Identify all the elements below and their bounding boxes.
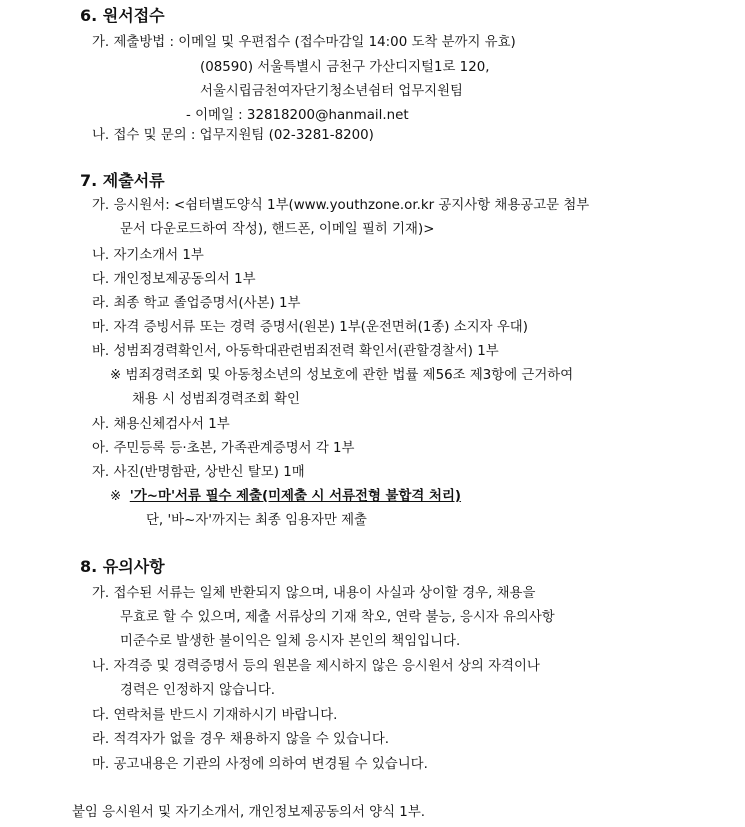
s7-item-ga-line2: 문서 다운로드하여 작성), 핸드폰, 이메일 필히 기재)>	[120, 222, 435, 237]
s7-item-ja: 자. 사진(반명함판, 상반신 탈모) 1매	[92, 465, 305, 480]
s8-item-na-line2: 경력은 인정하지 않습니다.	[120, 683, 276, 698]
s8-item-ga-line2: 무효로 할 수 있으며, 제출 서류상의 기재 착오, 연락 불능, 응시자 유의사항	[120, 610, 555, 625]
s8-item-ga-line1: 가. 접수된 서류는 일체 반환되지 않으며, 내용이 사실과 상이할 경우, 채용을	[92, 586, 536, 601]
s8-item-ga-line3: 미준수로 발생한 불이익은 일체 응시자 본인의 책임입니다.	[120, 634, 461, 649]
s8-item-na-line1: 나. 자격증 및 경력증명서 등의 원본을 제시하지 않은 응시원서 상의 자격이나	[92, 659, 540, 674]
s7-note2-line2: 단, '바~자'까지는 최종 임용자만 제출	[146, 513, 367, 528]
attachment-note: 붙임 응시원서 및 자기소개서, 개인정보제공동의서 양식 1부.	[72, 805, 426, 820]
s8-item-ra: 라. 적격자가 없을 경우 채용하지 않을 수 있습니다.	[92, 732, 390, 747]
s6-item-ga-line3: 서울시립금천여자단기청소년쉼터 업무지원팀	[200, 84, 463, 99]
s6-item-ga-line1: 가. 제출방법 : 이메일 및 우편접수 (접수마감일 14:00 도착 분까지 유효)	[92, 35, 516, 50]
s7-item-ga-line1: 가. 응시원서: <쉼터별도양식 1부(www.youthzone.or.kr 공지사항 채용공고문 첨부	[92, 198, 590, 213]
s7-item-na: 나. 자기소개서 1부	[92, 248, 204, 263]
s7-item-ba: 바. 성범죄경력확인서, 아동학대관련범죄전력 확인서(관할경찰서) 1부	[92, 344, 499, 359]
section-6-title: 6. 원서접수	[80, 6, 165, 25]
section-8-title: 8. 유의사항	[80, 557, 165, 576]
s6-item-ga-email: - 이메일 : 32818200@hanmail.net	[186, 108, 409, 123]
s7-note1-line1: ※ 범죄경력조회 및 아동청소년의 성보호에 관한 법률 제56조 제3항에 근거하여	[110, 368, 574, 383]
s8-item-da: 다. 연락처를 반드시 기재하시기 바랍니다.	[92, 708, 338, 723]
section-7-title: 7. 제출서류	[80, 171, 165, 190]
s7-note1-line2: 채용 시 성범죄경력조회 확인	[132, 392, 300, 407]
s7-note2-line1	[110, 488, 461, 506]
s7-item-ra: 라. 최종 학교 졸업증명서(사본) 1부	[92, 296, 301, 311]
s6-item-na: 나. 접수 및 문의 : 업무지원팀 (02-3281-8200)	[92, 128, 374, 143]
s8-item-ma: 마. 공고내용은 기관의 사정에 의하여 변경될 수 있습니다.	[92, 757, 428, 772]
s7-item-a: 아. 주민등록 등·초본, 가족관계증명서 각 1부	[92, 441, 355, 456]
s7-item-ma: 마. 자격 증빙서류 또는 경력 증명서(원본) 1부(운전면허(1종) 소지자 우대)	[92, 320, 528, 335]
s7-note2-mark: ※	[110, 489, 122, 504]
s7-item-da: 다. 개인정보제공동의서 1부	[92, 272, 256, 287]
s7-item-sa: 사. 채용신체검사서 1부	[92, 417, 230, 432]
s7-note2-required-docs: '가~마'서류 필수 제출(미제출 시 서류전형 불합격 처리)	[129, 489, 462, 504]
s6-item-ga-line2: (08590) 서울특별시 금천구 가산디지털1로 120,	[200, 60, 490, 75]
